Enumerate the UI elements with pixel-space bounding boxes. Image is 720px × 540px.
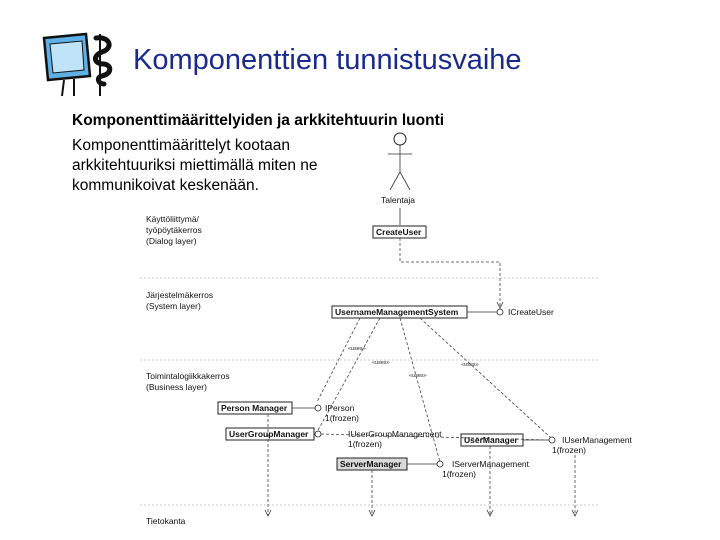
actor-label: Talentaja	[381, 195, 416, 205]
component-user-manager	[461, 434, 523, 446]
interface-iuser: 1(frozen)	[552, 445, 587, 455]
svg-text:Person Manager: Person Manager	[221, 403, 288, 413]
layer-label-business: Toimintalogiikkakerros	[146, 371, 230, 381]
svg-text:ServerManager: ServerManager	[340, 459, 402, 469]
interface-lollipop-icon	[437, 461, 443, 467]
interface-icreate-user: ICreateUser	[508, 307, 554, 317]
dependency-arrow	[420, 318, 550, 437]
actor-stick-figure-icon	[388, 133, 412, 190]
body-line: Komponenttimäärittelyt kootaan	[72, 137, 290, 154]
interface-lollipop-icon	[315, 431, 321, 437]
dependency-arrow	[400, 318, 440, 462]
interface-iserver: 1(frozen)	[442, 469, 477, 479]
slide-subtitle: Komponenttimäärittelyiden ja arkkitehtuurin luonti	[72, 112, 445, 129]
body-line: kommunikoivat keskenään.	[72, 177, 259, 194]
interface-iserver: IServerManagement	[452, 459, 530, 469]
component-username-management-system	[332, 306, 467, 318]
layer-label-dialog: Käyttöliittymä/	[146, 214, 199, 224]
component-user-group-manager	[226, 428, 314, 440]
svg-text:UsernameManagementSystem: UsernameManagementSystem	[335, 307, 459, 317]
component-create-user	[373, 226, 426, 238]
uses-label: «uses»	[348, 346, 366, 352]
layer-label-dialog: (Dialog layer)	[146, 236, 197, 246]
interface-iperson: 1(frozen)	[325, 413, 360, 423]
svg-text:UserManager: UserManager	[464, 435, 518, 445]
svg-text:UserGroupManager: UserGroupManager	[229, 429, 309, 439]
interface-iuser-group: IUserGroupManagement	[348, 429, 442, 439]
slide-title: Komponenttien tunnistusvaihe	[133, 44, 522, 76]
dependency-arrow	[400, 238, 500, 308]
svg-text:CreateUser: CreateUser	[376, 227, 422, 237]
layer-label-dialog: työpöytäkerros	[146, 225, 202, 235]
layer-label-system: Järjestelmäkerros	[146, 290, 214, 300]
component-server-manager	[337, 458, 407, 470]
layer-label-db: Tietokanta	[146, 516, 186, 526]
component-person-manager	[218, 402, 292, 414]
interface-lollipop-icon	[315, 405, 321, 411]
interface-lollipop-icon	[497, 309, 503, 315]
body-line: arkkitehtuuriksi miettimällä miten ne	[72, 157, 318, 174]
interface-iuser: IUserManagement	[562, 435, 632, 445]
interface-iperson: IPerson	[325, 403, 355, 413]
layer-label-business: (Business layer)	[146, 382, 207, 392]
interface-lollipop-icon	[549, 437, 555, 443]
uses-label: «uses»	[409, 373, 427, 379]
uses-label: «uses»	[461, 362, 479, 368]
interface-iuser-group: 1(frozen)	[348, 439, 383, 449]
layer-label-system: (System layer)	[146, 301, 201, 311]
uses-label: «uses»	[372, 360, 390, 366]
